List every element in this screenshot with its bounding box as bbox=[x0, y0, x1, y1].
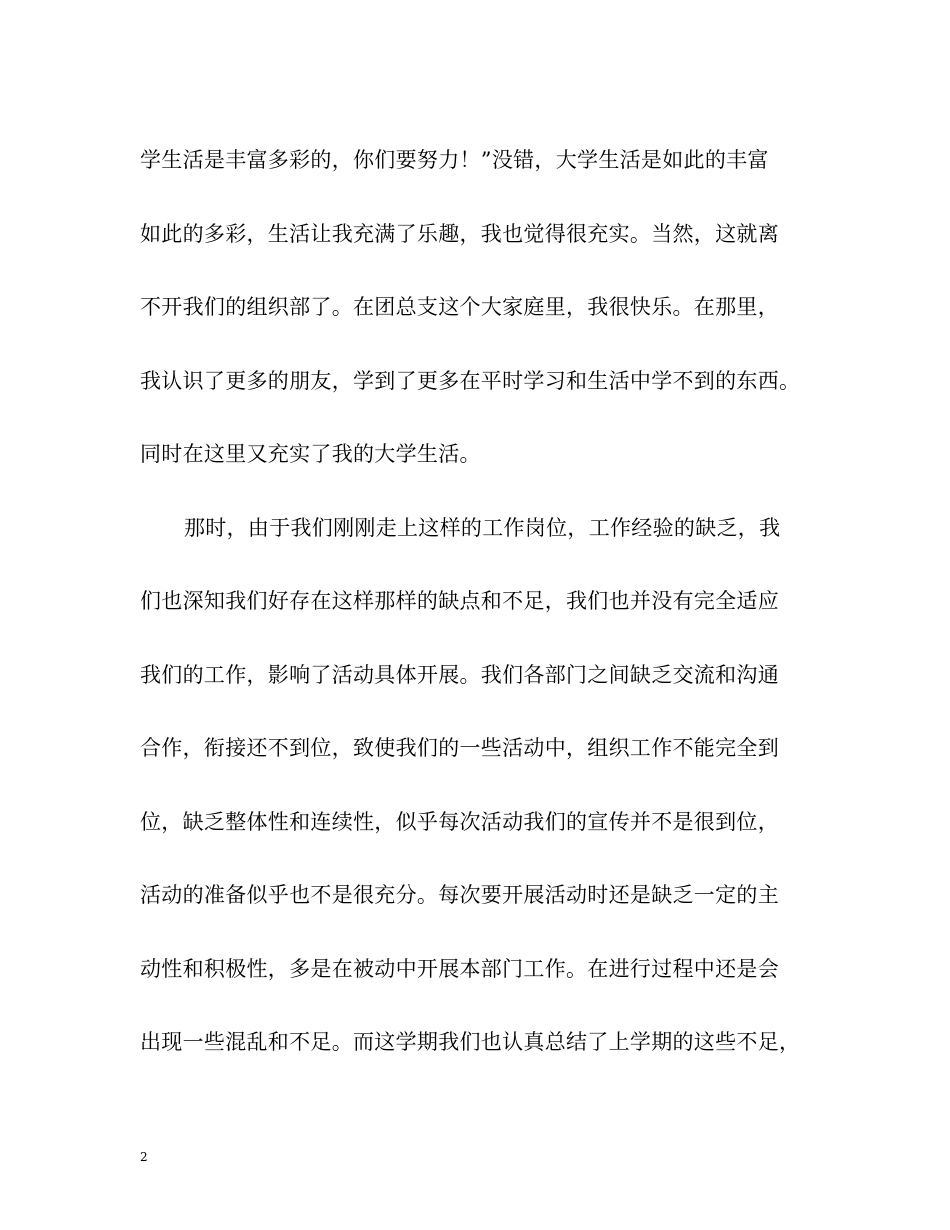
page-number: 2 bbox=[140, 1150, 148, 1164]
text-line-3: 不开我们的组织部了。在团总支这个大家庭里，我很快乐。在那里， bbox=[140, 295, 779, 319]
text-line-11: 活动的准备似乎也不是很充分。每次要开展活动时还是缺乏一定的主 bbox=[140, 883, 779, 907]
text-line-7: 们也深知我们好存在这样那样的缺点和不足，我们也并没有完全适应 bbox=[140, 589, 779, 613]
text-line-8: 我们的工作，影响了活动具体开展。我们各部门之间缺乏交流和沟通 bbox=[140, 662, 779, 687]
text-line-9: 合作，衔接还不到位，致使我们的一些活动中，组织工作不能完全到 bbox=[140, 736, 779, 760]
body-text bbox=[140, 140, 820, 1096]
text-line-13: 出现一些混乱和不足。而这学期我们也认真总结了上学期的这些不足， bbox=[140, 1030, 801, 1054]
text-line-10: 位，缺乏整体性和连续性，似乎每次活动我们的宣传并不是很到位， bbox=[140, 809, 779, 834]
text-line-12: 动性和积极性，多是在被动中开展本部门工作。在进行过程中还是会 bbox=[140, 956, 779, 981]
text-line-5: 同时在这里又充实了我的大学生活。 bbox=[140, 442, 481, 466]
text-line-1: 学生活是丰富多彩的，你们要努力！”没错，大学生活是如此的丰富 bbox=[140, 148, 769, 172]
text-line-6: 那时，由于我们刚刚走上这样的工作岗位，工作经验的缺乏，我 bbox=[184, 515, 781, 540]
text-line-4: 我认识了更多的朋友，学到了更多在平时学习和生活中学不到的东西。 bbox=[140, 368, 801, 393]
text-line-2: 如此的多彩，生活让我充满了乐趣，我也觉得很充实。当然，这就离 bbox=[140, 221, 779, 246]
